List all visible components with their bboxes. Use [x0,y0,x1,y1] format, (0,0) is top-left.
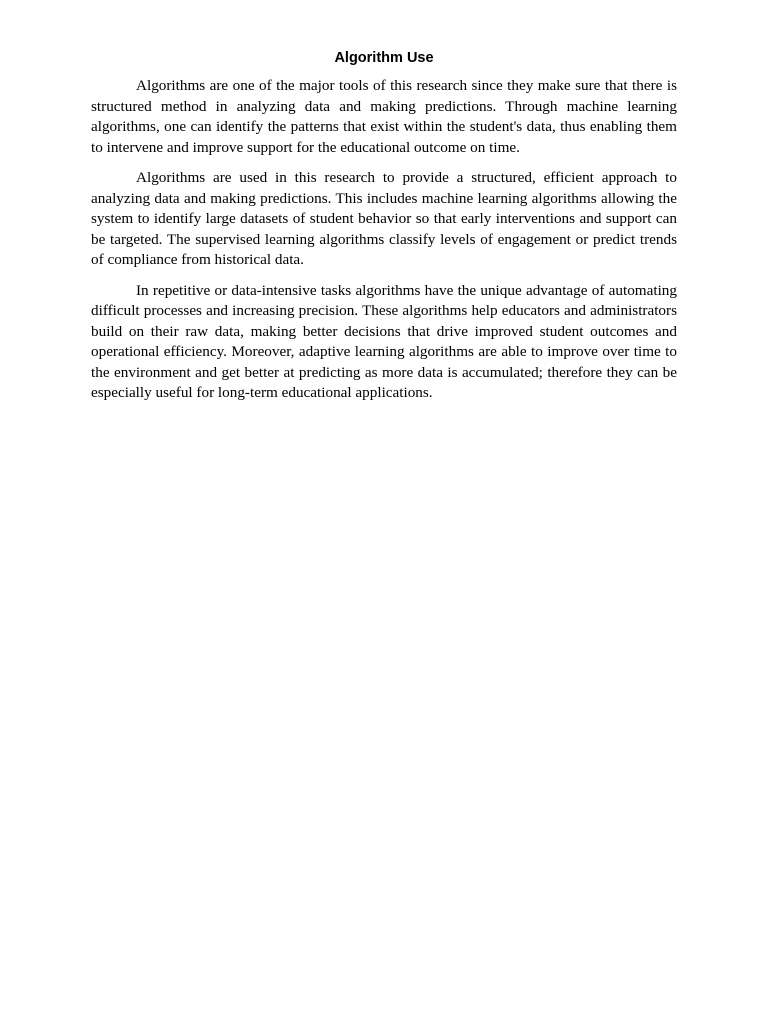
document-page [91,48,677,414]
paragraph-1: Algorithms are one of the major tools of this research since they make sure that there is structured method in analyzing data and making predictions. Through machine learning algorithms, one can identify the patterns that exist within the student's data, thus enabling them to intervene and improve support for the educational outcome on time. [91,77,677,156]
paragraph-3: In repetitive or data-intensive tasks algorithms have the unique advantage of automating difficult processes and increasing precision. These algorithms help educators and administrators build on their raw data, making better decisions that drive improved student outcomes and operational efficiency. Moreover, adaptive learning algorithms are able to improve over time to the environment and get better at predicting as more data is accumulated; therefore they can be especially useful for long-term educational applications. [91,281,677,401]
paragraph-2: Algorithms are used in this research to provide a structured, efficient approach to analyzing data and making predictions. This includes machine learning algorithms allowing the system to identify large datasets of student behavior so that early interventions and support can be targeted. The supervised learning algorithms classify levels of engagement or predict trends of compliance from historical data. [91,169,677,268]
document-title: Algorithm Use [334,50,434,66]
